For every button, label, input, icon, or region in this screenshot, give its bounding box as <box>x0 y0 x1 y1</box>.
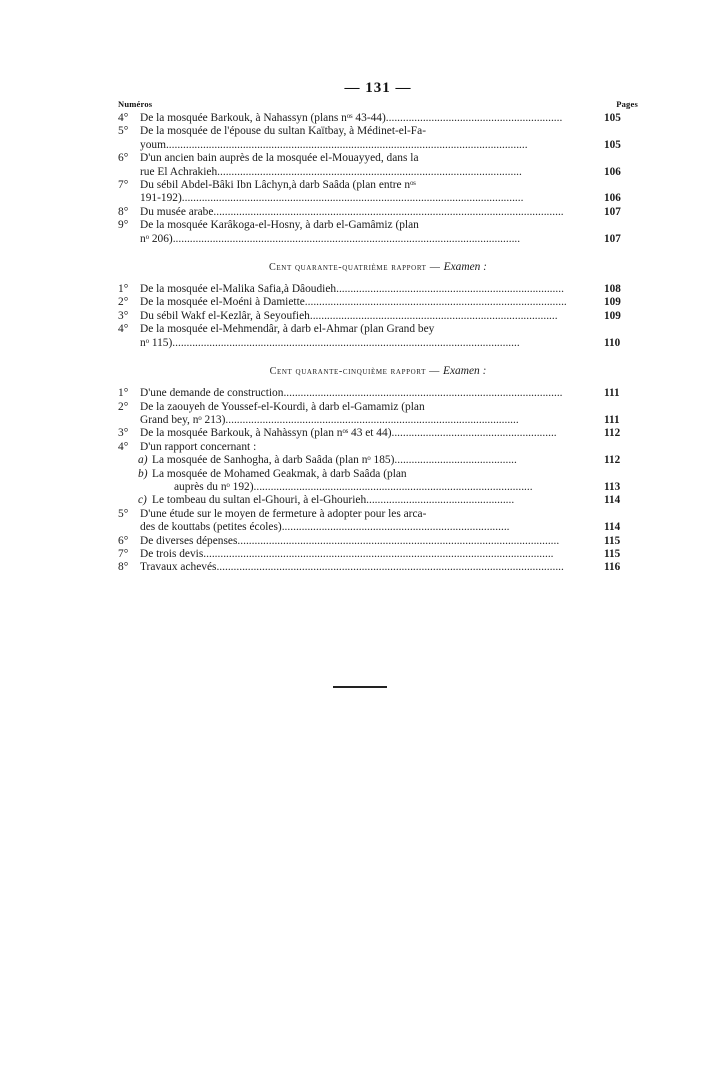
toc-entry-text: De trois devis........................................................................................................................... <box>140 547 554 560</box>
toc-entry-text: De la mosquée Karâkoga-el-Hosny, à darb el-Gamâmiz (plan <box>140 219 419 232</box>
toc-entry-continuation <box>118 233 638 246</box>
toc-entry-text: D'un rapport concernant : <box>140 440 257 453</box>
toc-subentry-page: 113 <box>604 480 621 493</box>
toc-subentry[interactable] <box>118 494 638 507</box>
toc-entry-page: 105 <box>604 112 621 124</box>
toc-entry-text: De la mosquée Barkouk, à Nahàssyn (plan nᵒˢ 43 et 44).......................................................... <box>140 427 557 440</box>
toc-group <box>118 283 638 350</box>
toc-entry-number: 7° <box>118 547 129 560</box>
toc-entry-page: 105 <box>604 138 621 151</box>
section-title: Cent quarante-quatrième rapport — Examen : <box>269 261 487 274</box>
toc-entry-page: 109 <box>604 309 621 322</box>
toc-entry-page: 115 <box>604 534 621 547</box>
page-number: — 131 — <box>344 80 412 96</box>
column-header-pages: Pages <box>616 99 638 109</box>
toc-entry-text: De la mosquée de l'épouse du sultan Kaïtbay, à Médinet-el-Fa- <box>140 125 426 138</box>
toc-entry[interactable] <box>118 179 638 192</box>
toc-subentry-text: La mosquée de Sanhogha, à darb Saâda (plan nᵒ 185)........................................... <box>152 454 517 467</box>
toc-subentry-text: La mosquée de Mohamed Geakmak, à darb Saâda (plan <box>152 467 407 480</box>
toc-entry-text: rue El Achrakieh........................................................................................................... <box>140 165 522 178</box>
toc-entry[interactable] <box>118 112 638 125</box>
toc-group <box>118 112 638 246</box>
toc-subentry-page: 114 <box>604 494 621 507</box>
toc-entry-number: 5° <box>118 507 129 520</box>
toc-entry[interactable] <box>118 283 638 296</box>
toc-entry-page: 111 <box>604 413 620 426</box>
toc-entry-number: 2° <box>118 296 129 309</box>
toc-subentry-label: a) <box>138 454 148 467</box>
toc-entry-page: 111 <box>604 387 620 400</box>
toc-entry-page: 116 <box>604 561 621 574</box>
toc-entry-page: 106 <box>604 192 621 205</box>
column-header-numeros: Numéros <box>118 99 153 109</box>
toc-entry-text: De la zaouyeh de Youssef-el-Kourdi, à darb el-Gamamiz (plan <box>140 400 425 413</box>
toc-entry-text: D'un ancien bain auprès de la mosquée el-Mouayyed, dans la <box>140 152 419 165</box>
toc-entry-text: D'une étude sur le moyen de fermeture à adopter pour les arca- <box>140 507 427 520</box>
toc-entry-page: 112 <box>604 427 621 440</box>
toc-entry-text: Du sébil Abdel-Bâki Ibn Lâchyn,à darb Saâda (plan entre nᵒˢ <box>140 179 416 192</box>
toc-entry-number: 9° <box>118 219 129 232</box>
toc-entry[interactable] <box>118 441 638 454</box>
toc-entry-number: 7° <box>118 179 129 192</box>
toc-entry[interactable] <box>118 387 638 400</box>
toc-entry-text: Travaux achevés.......................................................................................................................... <box>140 561 564 574</box>
toc-subentry-text: Le tombeau du sultan el-Ghouri, à el-Ghourieh.................................................... <box>152 494 515 507</box>
toc-subentry-label: b) <box>138 467 148 480</box>
toc-group <box>118 387 638 575</box>
toc-entry[interactable] <box>118 310 638 323</box>
toc-entry-number: 3° <box>118 309 129 322</box>
toc-body <box>118 112 638 575</box>
toc-entry-number: 4° <box>118 440 129 453</box>
toc-entry-page: 106 <box>604 165 621 178</box>
toc-subentry-page: 112 <box>604 454 621 467</box>
toc-entry-number: 8° <box>118 205 129 218</box>
toc-entry-page: 115 <box>604 547 621 560</box>
toc-entry[interactable] <box>118 561 638 574</box>
toc-subentry[interactable] <box>118 481 638 494</box>
section-title-examen: Examen : <box>443 261 487 274</box>
toc-entry-text: nᵒ 206).......................................................................................................................... <box>140 232 521 245</box>
toc-subentry[interactable] <box>118 468 638 481</box>
toc-entry-continuation <box>118 166 638 179</box>
toc-entry-page: 107 <box>604 205 621 218</box>
toc-entry-page: 109 <box>604 296 621 309</box>
toc-entry[interactable] <box>118 206 638 219</box>
toc-entry-text: De diverses dépenses................................................................................................................. <box>140 534 560 547</box>
toc-content <box>118 78 638 575</box>
toc-entry-text: Grand bey, nᵒ 213)....................................................................................................... <box>140 413 519 426</box>
toc-entry[interactable] <box>118 152 638 165</box>
section-title-examen: Examen : <box>443 365 487 378</box>
toc-entry-number: 5° <box>118 125 129 138</box>
toc-entry-continuation <box>118 414 638 427</box>
toc-entry[interactable] <box>118 548 638 561</box>
toc-entry-number: 6° <box>118 534 129 547</box>
toc-entry-text: youm............................................................................................................................... <box>140 138 528 151</box>
toc-entry-text: Du sébil Wakf el-Kezlâr, à Seyoufieh....................................................................................... <box>140 309 558 322</box>
toc-entry-text: De la mosquée Barkouk, à Nahassyn (plans nᵒˢ 43-44).............................................................. <box>140 112 563 124</box>
toc-entry[interactable] <box>118 427 638 440</box>
toc-subentry-text: auprès du nᵒ 192).................................................................................................. <box>174 480 533 493</box>
section-title: Cent quarante-cinquième rapport — Examen : <box>269 365 487 378</box>
toc-entry-number: 1° <box>118 283 129 296</box>
toc-entry[interactable] <box>118 508 638 521</box>
toc-entry[interactable] <box>118 323 638 336</box>
toc-entry-text: Du musée arabe........................................................................................................................... <box>140 205 564 218</box>
toc-entry-page: 107 <box>604 232 621 245</box>
toc-entry-text: nᵒ 115).......................................................................................................................... <box>140 336 520 349</box>
toc-entry-text: D'une demande de construction.................................................................................................. <box>140 387 563 400</box>
toc-entry[interactable] <box>118 219 638 232</box>
toc-entry-number: 8° <box>118 561 129 574</box>
toc-entry-text: De la mosquée el-Malika Safia,à Dâoudieh................................................................................ <box>140 283 564 296</box>
toc-entry-number: 6° <box>118 152 129 165</box>
toc-entry-number: 2° <box>118 400 129 413</box>
toc-entry-page: 114 <box>604 521 621 534</box>
toc-entry-continuation <box>118 521 638 534</box>
toc-entry-number: 1° <box>118 387 129 400</box>
toc-entry-continuation <box>118 337 638 350</box>
toc-entry[interactable] <box>118 401 638 414</box>
toc-entry-continuation <box>118 139 638 152</box>
toc-entry-number: 3° <box>118 427 129 440</box>
page-header <box>118 78 638 112</box>
toc-entry-text: De la mosquée el-Mehmendâr, à darb el-Ahmar (plan Grand bey <box>140 323 435 336</box>
toc-entry-text: De la mosquée el-Moéni à Damiette............................................................................................ <box>140 296 567 309</box>
toc-entry-continuation <box>118 192 638 205</box>
toc-entry-number: 4° <box>118 112 129 124</box>
toc-entry-text: 191-192)........................................................................................................................ <box>140 192 524 205</box>
toc-entry-number: 4° <box>118 323 129 336</box>
toc-entry-page: 110 <box>604 336 621 349</box>
toc-entry[interactable] <box>118 296 638 309</box>
toc-subentry-label: c) <box>138 494 147 507</box>
toc-subentry[interactable] <box>118 454 638 467</box>
bottom-divider <box>333 686 387 688</box>
toc-entry-page: 108 <box>604 283 621 296</box>
toc-entry-text: des de kouttabs (petites écoles)................................................................................ <box>140 521 510 534</box>
toc-entry[interactable] <box>118 535 638 548</box>
toc-entry[interactable] <box>118 125 638 138</box>
